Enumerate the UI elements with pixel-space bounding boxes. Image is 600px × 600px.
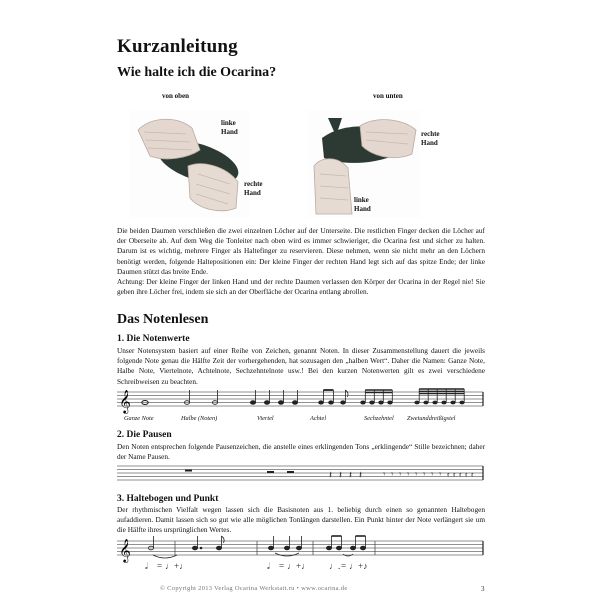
photo-left-top-label: von oben xyxy=(162,92,190,100)
photo-right-label-a xyxy=(421,130,440,148)
svg-text:𝄿: 𝄿 xyxy=(465,470,468,479)
svg-text:𝄽: 𝄽 xyxy=(329,470,333,481)
quarter-rests xyxy=(329,470,362,481)
svg-text:𝄿: 𝄿 xyxy=(447,470,450,479)
svg-text:𝄾: 𝄾 xyxy=(391,469,394,479)
svg-text:=: = xyxy=(341,561,347,571)
paragraph-rests: Den Noten entsprechen folgende Pausenzeichen, die anstelle eines erklingenden Tons „erklingende“ Stille bezeichnen; daher der Name Pausen. xyxy=(117,442,485,462)
label-b-line1: linke xyxy=(354,196,369,204)
label-whole-note: Ganze Note xyxy=(124,415,154,422)
svg-text:𝄾: 𝄾 xyxy=(431,469,434,479)
label-a-line1: rechte xyxy=(421,130,440,138)
label-b-line2: Hand xyxy=(244,189,261,197)
svg-text:𝄿: 𝄿 xyxy=(459,470,462,479)
treble-clef-icon: 𝄞 xyxy=(119,391,131,413)
paragraph-note-values: Unser Notensystem basiert auf einer Reihe von Zeichen, genannt Noten. In dieser Zusammenstellung dauert die jeweils folgende Note genau die Hälfte Zeit der vorhergehenden, hat sozusagen den „halben Wert“. Daher die Namen: Ganze Note, Halbe Note, Viertelnote, Achtelnote, Sechzehntelnote usw.! Bei den kurzen Notenwerten gilt es zwei verschiedene Schreibweisen zu beachten. xyxy=(117,346,485,386)
treble-clef-icon: 𝄞 xyxy=(119,540,131,562)
photo-left-label-a xyxy=(221,119,238,137)
page-number: 3 xyxy=(481,585,485,593)
svg-text:𝄾: 𝄾 xyxy=(383,469,386,479)
svg-text:♩+♩: ♩+♩ xyxy=(165,561,189,571)
svg-text:𝄾: 𝄾 xyxy=(415,469,418,479)
label-sixteenth-note: Sechzehntel xyxy=(364,415,394,422)
equivalent-values xyxy=(145,561,368,571)
staff-rests xyxy=(117,462,487,488)
eighth-rests xyxy=(383,469,442,479)
label-a-line2: Hand xyxy=(421,139,438,147)
label-half-note: Halbe (Noten) xyxy=(181,415,218,422)
section-title: Das Notenlesen xyxy=(117,312,209,327)
svg-text:=: = xyxy=(157,561,163,571)
label-a-line2: Hand xyxy=(221,128,238,136)
svg-text:♩+♪: ♩+♪ xyxy=(349,561,368,571)
page-title: Kurzanleitung xyxy=(117,36,238,57)
label-eighth-note: Achtel xyxy=(310,415,327,422)
whole-rest xyxy=(185,470,192,472)
label-b-line2: Hand xyxy=(354,205,371,213)
photo-right-top-label: von unten xyxy=(373,92,403,100)
label-thirtysecond-note: Zweiunddreißigstel xyxy=(407,415,456,422)
svg-text:𝄿: 𝄿 xyxy=(471,470,474,479)
svg-text:𝅗𝅥: 𝅗𝅥 xyxy=(267,561,270,571)
svg-text:𝄾: 𝄾 xyxy=(407,469,410,479)
sixteenth-rests xyxy=(447,470,474,479)
half-rest-1 xyxy=(267,471,274,473)
svg-text:𝄾: 𝄾 xyxy=(439,469,442,479)
svg-text:𝄽: 𝄽 xyxy=(339,470,343,481)
svg-text:𝄽: 𝄽 xyxy=(349,470,353,481)
subheading-tie-dot: 3. Haltebogen und Punkt xyxy=(117,494,219,504)
svg-text:𝄾: 𝄾 xyxy=(399,469,402,479)
half-rest-2 xyxy=(287,471,294,473)
paragraph-holding: Die beiden Daumen verschließen die zwei einzelnen Löcher auf der Unterseite. Die restlichen Finger decken die Löcher auf der Oberseite ab. Auf dem Weg die Tonleiter nach oben wird es immer schwieriger, die Ocarina fest und sicher zu halten. Darum ist es wichtig, mehrere Finger als Haltefinger zu reservieren. Diese nehmen, wenn sie nicht mehr an den Löchern benötigt werden, folgende Haltepositionen ein: Der kleine Finger der rechten Hand legt sich auf das spitze Ende; der linke Daumen stützt das breite Ende. xyxy=(117,226,485,276)
label-quarter-note: Viertel xyxy=(257,415,274,422)
paragraph-warning: Achtung: Der kleine Finger der linken Hand und der rechte Daumen verlassen den Körper der Ocarina in der Regel nie! Sie geben ihre Löcher frei, indem sie sich an der Oberfläche der Ocarina entlang abrollen. xyxy=(117,277,485,297)
footer-copyright: © Copyright 2013 Verlag Ocarina Werkstatt.ru • www.ocarina.de xyxy=(160,585,348,592)
svg-text:=: = xyxy=(279,561,285,571)
svg-text:♩.: ♩. xyxy=(329,561,341,571)
subheading-rests: 2. Die Pausen xyxy=(117,430,172,440)
svg-text:𝄽: 𝄽 xyxy=(359,470,363,481)
svg-text:𝅗𝅥: 𝅗𝅥 xyxy=(145,561,148,571)
photo-left-label-b xyxy=(244,180,263,198)
subheading-note-values: 1. Die Notenwerte xyxy=(117,334,190,344)
svg-text:𝄾: 𝄾 xyxy=(423,469,426,479)
label-b-line1: rechte xyxy=(244,180,263,188)
staff-ties-dots xyxy=(117,535,487,575)
page-subtitle: Wie halte ich die Ocarina? xyxy=(117,65,277,80)
svg-text:𝄿: 𝄿 xyxy=(453,470,456,479)
photo-right-label-b xyxy=(354,196,371,214)
label-a-line1: linke xyxy=(221,119,236,127)
svg-text:♩+♩: ♩+♩ xyxy=(287,561,311,571)
paragraph-tie-dot: Der rhythmischen Vielfalt wegen lassen sich die Basisnoten aus 1. beliebig durch einen so genannten Haltebogen aufaddieren. Damit lassen sich so gut wie alle möglichen Tonlängen darstellen. Ein Punkt hinter der Note verlängert sie um die Hälfte ihres ursprünglichen Wertes. xyxy=(117,505,485,535)
